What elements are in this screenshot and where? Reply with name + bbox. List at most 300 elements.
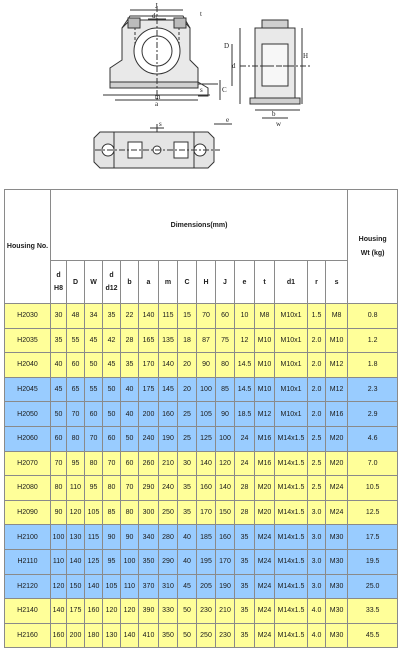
column-header-label: b xyxy=(127,278,132,286)
housing-no-cell: H2100 xyxy=(5,525,51,550)
dimension-cell: 2.0 xyxy=(308,402,326,427)
dimension-cell: 115 xyxy=(159,304,178,329)
table-row xyxy=(5,623,398,648)
dimension-cell: 3.0 xyxy=(308,549,326,574)
dimension-cell: 50 xyxy=(121,426,139,451)
dimension-cell: 130 xyxy=(67,525,85,550)
table-row xyxy=(5,426,398,451)
dimension-cell: 48 xyxy=(67,304,85,329)
housing-no-cell: H2040 xyxy=(5,353,51,378)
weight-cell: 10.5 xyxy=(348,476,398,501)
dimension-cell: 150 xyxy=(216,500,235,525)
weight-cell: 2.3 xyxy=(348,377,398,402)
dimension-cell: 160 xyxy=(159,402,178,427)
dimension-cell: M10x1 xyxy=(275,377,308,402)
column-header-label: W xyxy=(90,278,97,286)
dimension-cell: M30 xyxy=(326,623,348,648)
dimension-cell: 160 xyxy=(51,623,67,648)
dimension-cell: 60 xyxy=(85,402,103,427)
dimension-cell: 28 xyxy=(121,328,139,353)
column-header-label: D xyxy=(72,278,79,286)
dimension-cell: 25 xyxy=(178,426,197,451)
dimension-cell: 24 xyxy=(235,426,255,451)
dimension-cell: 95 xyxy=(67,451,85,476)
dimension-cell: M16 xyxy=(255,451,275,476)
dimension-cell: 280 xyxy=(159,525,178,550)
dimension-cell: 100 xyxy=(197,377,216,402)
dimension-cell: 175 xyxy=(67,599,85,624)
dimension-cell: 100 xyxy=(121,549,139,574)
dimension-cell: 50 xyxy=(85,353,103,378)
drawing-label-j: J xyxy=(155,2,158,10)
dimension-cell: 110 xyxy=(51,549,67,574)
dimension-cell: 160 xyxy=(85,599,103,624)
dimension-cell: 185 xyxy=(197,525,216,550)
dimension-cell: 22 xyxy=(121,304,139,329)
column-header xyxy=(216,261,235,304)
drawing-label-D: D xyxy=(224,42,230,50)
column-header xyxy=(139,261,159,304)
dimension-cell: 35 xyxy=(235,525,255,550)
dimension-cell: 195 xyxy=(197,549,216,574)
dimension-cell: 35 xyxy=(51,328,67,353)
weight-header-line1: Housing xyxy=(358,236,387,243)
housing-no-cell: H2160 xyxy=(5,623,51,648)
dimension-cell: 4.0 xyxy=(308,623,326,648)
column-header xyxy=(159,261,178,304)
dimension-cell: M20 xyxy=(326,426,348,451)
dimension-cell: 210 xyxy=(216,599,235,624)
table-row xyxy=(5,574,398,599)
weight-cell: 45.5 xyxy=(348,623,398,648)
dimension-cell: 350 xyxy=(139,549,159,574)
housing-no-cell: H2035 xyxy=(5,328,51,353)
dimension-cell: M30 xyxy=(326,574,348,599)
weight-cell: 7.0 xyxy=(348,451,398,476)
dimension-cell: 80 xyxy=(121,500,139,525)
dimension-cell: 370 xyxy=(139,574,159,599)
dimension-cell: 10 xyxy=(235,304,255,329)
dimension-cell: 55 xyxy=(67,328,85,353)
column-header xyxy=(103,261,121,304)
table-row xyxy=(5,377,398,402)
column-header-label: a xyxy=(146,278,151,286)
dimension-cell: 130 xyxy=(103,623,121,648)
housing-dimensions-table xyxy=(4,189,398,648)
dimension-cell: M16 xyxy=(326,402,348,427)
dimension-cell: 80 xyxy=(85,451,103,476)
dimension-cell: 100 xyxy=(51,525,67,550)
dimension-cell: M24 xyxy=(255,574,275,599)
dimension-cell: M14x1.5 xyxy=(275,525,308,550)
dimension-cell: 20 xyxy=(178,377,197,402)
dimension-cell: 260 xyxy=(139,451,159,476)
dimension-cell: 45 xyxy=(51,377,67,402)
dimension-cell: 60 xyxy=(51,426,67,451)
dimension-cell: 3.0 xyxy=(308,525,326,550)
dimension-cell: 2.5 xyxy=(308,426,326,451)
dimension-cell: 85 xyxy=(216,377,235,402)
column-header-label: d1 xyxy=(286,278,296,286)
dimension-cell: 35 xyxy=(235,574,255,599)
dimension-cell: 90 xyxy=(51,500,67,525)
dimension-cell: 42 xyxy=(103,328,121,353)
dimension-cell: 290 xyxy=(159,549,178,574)
dimension-cell: 50 xyxy=(103,402,121,427)
drawing-label-b: b xyxy=(272,110,276,118)
dimension-cell: M14x1.5 xyxy=(275,451,308,476)
dimension-cell: 15 xyxy=(178,304,197,329)
housing-no-cell: H2060 xyxy=(5,426,51,451)
dimension-cell: M30 xyxy=(326,525,348,550)
dimension-cell: 125 xyxy=(85,549,103,574)
drawing-label-C: C xyxy=(222,86,227,94)
dimension-cell: 105 xyxy=(103,574,121,599)
dimension-cell: 60 xyxy=(103,426,121,451)
dimension-cell: 24 xyxy=(235,451,255,476)
dimension-cell: M14x1.5 xyxy=(275,623,308,648)
dimension-cell: M14x1.5 xyxy=(275,426,308,451)
dimension-cell: M24 xyxy=(255,599,275,624)
dimension-cell: 90 xyxy=(121,525,139,550)
dimension-cell: 240 xyxy=(159,476,178,501)
dimension-cell: 140 xyxy=(197,451,216,476)
dimension-cell: M20 xyxy=(255,476,275,501)
drawing-label-e: e xyxy=(226,116,230,124)
dimension-cell: 120 xyxy=(67,500,85,525)
column-header xyxy=(197,261,216,304)
table-row xyxy=(5,476,398,501)
dimension-cell: 90 xyxy=(216,402,235,427)
column-header xyxy=(178,261,197,304)
dimension-cell: 110 xyxy=(121,574,139,599)
dimension-cell: 35 xyxy=(235,599,255,624)
dimension-cell: 50 xyxy=(103,377,121,402)
dimension-cell: 80 xyxy=(67,426,85,451)
dimension-cell: M10x1 xyxy=(275,304,308,329)
column-header-label: d xyxy=(56,272,61,279)
dimension-cell: 135 xyxy=(159,328,178,353)
dimension-cell: 410 xyxy=(139,623,159,648)
dimension-cell: 140 xyxy=(51,599,67,624)
dimension-cell: M10x1 xyxy=(275,402,308,427)
table-row xyxy=(5,599,398,624)
housing-no-cell: H2050 xyxy=(5,402,51,427)
dimension-cell: M10 xyxy=(255,328,275,353)
dimension-cell: 60 xyxy=(121,451,139,476)
dimension-cell: M14x1.5 xyxy=(275,574,308,599)
dimension-cell: 95 xyxy=(103,549,121,574)
dimension-cell: 35 xyxy=(178,500,197,525)
weight-cell: 1.2 xyxy=(348,328,398,353)
dimension-cell: M12 xyxy=(326,377,348,402)
dimension-cell: 390 xyxy=(139,599,159,624)
housing-no-cell: H2120 xyxy=(5,574,51,599)
dimension-cell: 60 xyxy=(216,304,235,329)
column-header xyxy=(51,261,67,304)
dimension-cell: 28 xyxy=(235,476,255,501)
table-row xyxy=(5,549,398,574)
drawing-label-m: m xyxy=(155,93,161,101)
dimension-cell: 70 xyxy=(67,402,85,427)
drawing-label-a: a xyxy=(155,100,159,108)
dimension-cell: 80 xyxy=(51,476,67,501)
dimension-cell: 14.5 xyxy=(235,377,255,402)
dimension-cell: 230 xyxy=(216,623,235,648)
dimension-cell: 170 xyxy=(216,549,235,574)
dimension-cell: 1.5 xyxy=(308,304,326,329)
column-header-label: t xyxy=(263,278,266,286)
dimension-cell: 3.0 xyxy=(308,500,326,525)
dimension-cell: 70 xyxy=(103,451,121,476)
weight-cell: 12.5 xyxy=(348,500,398,525)
housing-no-cell: H2090 xyxy=(5,500,51,525)
housing-no-cell: H2140 xyxy=(5,599,51,624)
dimension-cell: 190 xyxy=(216,574,235,599)
weight-cell: 25.0 xyxy=(348,574,398,599)
housing-no-cell: H2080 xyxy=(5,476,51,501)
weight-cell: 1.8 xyxy=(348,353,398,378)
dimension-cell: 18.5 xyxy=(235,402,255,427)
dimension-cell: 140 xyxy=(216,476,235,501)
dimension-cell: 30 xyxy=(178,451,197,476)
dimension-cell: 150 xyxy=(67,574,85,599)
dimension-cell: 35 xyxy=(235,623,255,648)
column-header-label: r xyxy=(315,278,318,286)
column-header-label: H8 xyxy=(54,285,63,292)
drawing-label-t: t xyxy=(200,10,202,18)
dimension-cell: 65 xyxy=(67,377,85,402)
column-header xyxy=(275,261,308,304)
dimension-cell: 180 xyxy=(85,623,103,648)
dimension-cell: 175 xyxy=(139,377,159,402)
dimension-cell: 40 xyxy=(51,353,67,378)
dimension-cell: 160 xyxy=(197,476,216,501)
column-header-label: m xyxy=(164,278,172,286)
dimension-cell: 105 xyxy=(197,402,216,427)
dimension-cell: 330 xyxy=(159,599,178,624)
housing-no-cell: H2070 xyxy=(5,451,51,476)
dimension-cell: 12 xyxy=(235,328,255,353)
dimension-cell: 70 xyxy=(197,304,216,329)
dimension-cell: M16 xyxy=(255,426,275,451)
dimension-cell: 80 xyxy=(216,353,235,378)
column-header xyxy=(121,261,139,304)
dimension-cell: 30 xyxy=(51,304,67,329)
bearing-housing-technical-drawing xyxy=(0,0,400,180)
dimension-cell: 34 xyxy=(85,304,103,329)
dimension-cell: M8 xyxy=(255,304,275,329)
dimension-cell: 2.5 xyxy=(308,476,326,501)
column-header-label: J xyxy=(223,278,227,286)
dimension-cell: 170 xyxy=(139,353,159,378)
dimension-cell: 190 xyxy=(159,426,178,451)
dimension-cell: 40 xyxy=(178,549,197,574)
table-row xyxy=(5,353,398,378)
dimension-cell: 120 xyxy=(216,451,235,476)
dimension-cell: 45 xyxy=(103,353,121,378)
dimension-cell: M24 xyxy=(326,476,348,501)
dimension-cell: 310 xyxy=(159,574,178,599)
dimension-cell: 250 xyxy=(159,500,178,525)
dimension-cell: M10 xyxy=(255,353,275,378)
dimension-cell: 165 xyxy=(139,328,159,353)
dimension-cell: M24 xyxy=(255,623,275,648)
column-header-label: H xyxy=(203,278,209,286)
dimension-cell: 80 xyxy=(103,476,121,501)
dimension-cell: 300 xyxy=(139,500,159,525)
dimension-cell: M10x1 xyxy=(275,353,308,378)
dimension-cell: 120 xyxy=(103,599,121,624)
drawing-label-d: d xyxy=(232,62,236,70)
dimension-cell: 35 xyxy=(178,476,197,501)
dimension-cell: 87 xyxy=(197,328,216,353)
table-row xyxy=(5,304,398,329)
dimension-cell: 70 xyxy=(121,476,139,501)
column-header-label: d12 xyxy=(105,285,118,292)
dimension-cell: 70 xyxy=(51,451,67,476)
dimension-cell: 35 xyxy=(235,549,255,574)
column-header xyxy=(235,261,255,304)
dimension-cell: M10x1 xyxy=(275,328,308,353)
dimension-cell: 14.5 xyxy=(235,353,255,378)
table-row xyxy=(5,402,398,427)
dimension-cell: 290 xyxy=(139,476,159,501)
dimension-cell: 250 xyxy=(197,623,216,648)
dimension-cell: 160 xyxy=(216,525,235,550)
dimension-cell: M8 xyxy=(326,304,348,329)
weight-cell: 2.9 xyxy=(348,402,398,427)
drawing-label-w: w xyxy=(276,120,282,128)
column-header xyxy=(308,261,326,304)
dimension-cell: M24 xyxy=(326,500,348,525)
dimension-cell: M14x1.5 xyxy=(275,476,308,501)
dimension-cell: 75 xyxy=(216,328,235,353)
dimension-cell: 40 xyxy=(121,402,139,427)
dimension-cell: 50 xyxy=(51,402,67,427)
dimension-cell: 170 xyxy=(197,500,216,525)
column-header xyxy=(326,261,348,304)
dimension-cell: 100 xyxy=(216,426,235,451)
column-header xyxy=(85,261,103,304)
housing-no-cell: H2045 xyxy=(5,377,51,402)
housing-no-cell: H2030 xyxy=(5,304,51,329)
dimension-cell: 45 xyxy=(85,328,103,353)
dimension-cell: 40 xyxy=(178,525,197,550)
dimension-cell: 60 xyxy=(67,353,85,378)
dimension-cell: 28 xyxy=(235,500,255,525)
dimension-cell: M24 xyxy=(255,549,275,574)
column-header xyxy=(67,261,85,304)
dimension-cell: 145 xyxy=(159,377,178,402)
dimension-cell: M24 xyxy=(255,525,275,550)
column-header-label: d xyxy=(109,272,114,279)
dimension-cell: 95 xyxy=(85,476,103,501)
table-row xyxy=(5,451,398,476)
dimension-cell: 2.0 xyxy=(308,377,326,402)
weight-cell: 17.5 xyxy=(348,525,398,550)
dimension-cell: 55 xyxy=(85,377,103,402)
dimension-cell: 140 xyxy=(121,623,139,648)
drawing-label-d1: d₁ xyxy=(152,12,158,20)
table-row xyxy=(5,328,398,353)
dimension-cell: 50 xyxy=(178,623,197,648)
dimension-cell: 2.0 xyxy=(308,328,326,353)
dimension-cell: 120 xyxy=(51,574,67,599)
dimension-cell: 35 xyxy=(103,304,121,329)
dimension-cell: M12 xyxy=(255,402,275,427)
weight-header xyxy=(348,190,398,304)
dimension-cell: 115 xyxy=(85,525,103,550)
dimension-cell: 230 xyxy=(197,599,216,624)
dimensions-header: Dimensions(mm) xyxy=(51,190,348,261)
dimension-cell: 70 xyxy=(85,426,103,451)
dimension-cell: 40 xyxy=(121,377,139,402)
dimension-cell: 90 xyxy=(197,353,216,378)
dimension-cell: 50 xyxy=(178,599,197,624)
dimension-cell: 200 xyxy=(139,402,159,427)
dimension-cell: 2.0 xyxy=(308,353,326,378)
dimension-cell: M30 xyxy=(326,549,348,574)
drawing-label-H: H xyxy=(303,52,309,60)
column-header xyxy=(255,261,275,304)
weight-cell: 4.6 xyxy=(348,426,398,451)
weight-cell: 0.8 xyxy=(348,304,398,329)
column-header-label: s xyxy=(334,278,339,286)
column-header-label: e xyxy=(242,278,247,286)
dimension-cell: 35 xyxy=(121,353,139,378)
weight-cell: 19.5 xyxy=(348,549,398,574)
dimension-cell: 240 xyxy=(139,426,159,451)
dimension-cell: M14x1.5 xyxy=(275,500,308,525)
dimension-cell: 45 xyxy=(178,574,197,599)
dimension-cell: 120 xyxy=(121,599,139,624)
dimension-cell: 140 xyxy=(139,304,159,329)
dimension-cell: M12 xyxy=(326,353,348,378)
housing-no-cell: H2110 xyxy=(5,549,51,574)
dimension-cell: 110 xyxy=(67,476,85,501)
dimension-cell: 105 xyxy=(85,500,103,525)
dimension-cell: M20 xyxy=(255,500,275,525)
dimension-cell: 125 xyxy=(197,426,216,451)
weight-header-line2: Wt (kg) xyxy=(360,250,385,257)
dimension-cell: M10 xyxy=(255,377,275,402)
table-row xyxy=(5,525,398,550)
dimension-cell: 140 xyxy=(67,549,85,574)
drawing-label-s2: s xyxy=(159,120,162,128)
dimension-cell: 140 xyxy=(159,353,178,378)
dimension-cell: M30 xyxy=(326,599,348,624)
dimension-cell: 350 xyxy=(159,623,178,648)
dimension-cell: 140 xyxy=(85,574,103,599)
dimension-cell: 25 xyxy=(178,402,197,427)
dimension-cell: 4.0 xyxy=(308,599,326,624)
dimension-cell: 200 xyxy=(67,623,85,648)
table-row xyxy=(5,500,398,525)
housing-no-header: Housing No. xyxy=(5,190,51,304)
dimension-cell: M10 xyxy=(326,328,348,353)
dimension-cell: M14x1.5 xyxy=(275,549,308,574)
dimension-cell: 85 xyxy=(103,500,121,525)
dimension-cell: 18 xyxy=(178,328,197,353)
dimension-cell: 210 xyxy=(159,451,178,476)
dimension-cell: 205 xyxy=(197,574,216,599)
dimension-cell: M20 xyxy=(326,451,348,476)
dimension-cell: 20 xyxy=(178,353,197,378)
dimension-cell: 2.5 xyxy=(308,451,326,476)
column-header-label: C xyxy=(184,278,190,286)
dimension-cell: 3.0 xyxy=(308,574,326,599)
